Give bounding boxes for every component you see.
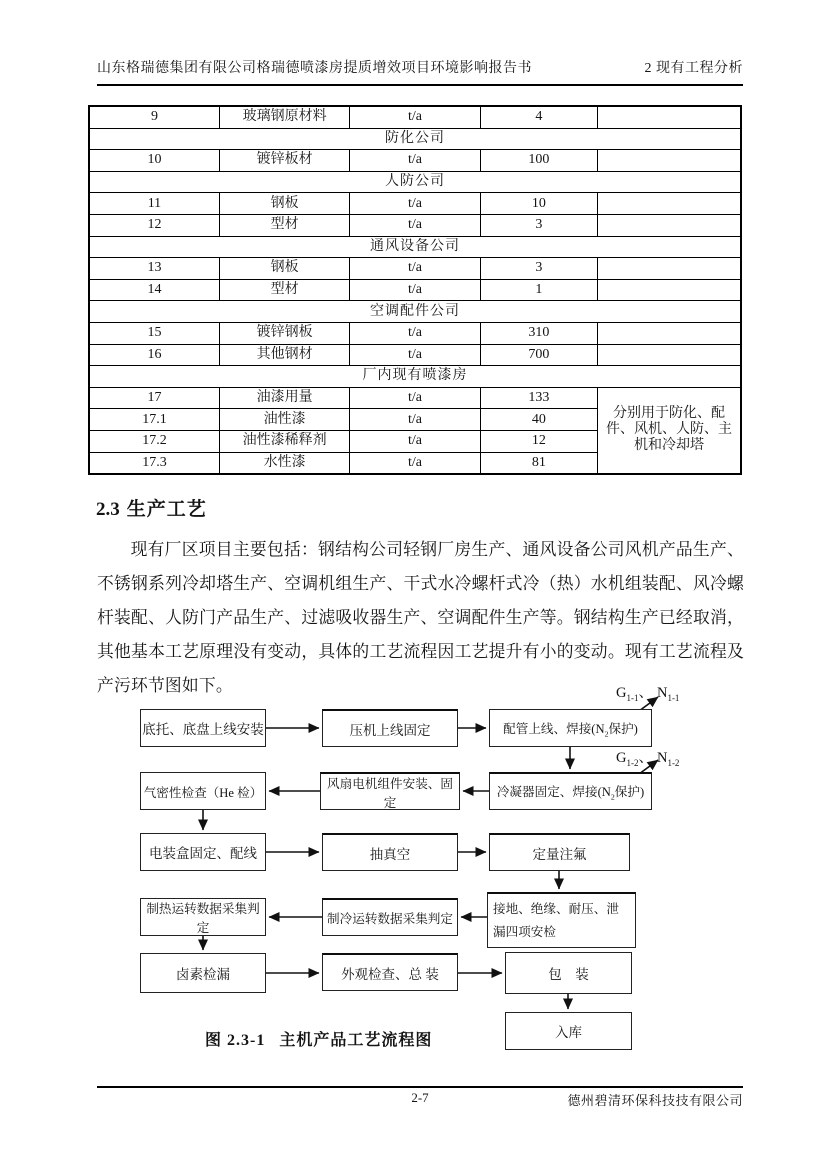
cell-unit: t/a [350, 409, 480, 431]
group-label-cell: 空调配件公司 [89, 301, 741, 323]
cell-note [598, 344, 741, 366]
flow-node-condenser-welding: 冷凝器固定、焊接($N_2$保护) [489, 772, 652, 810]
cell-qty: 1 [480, 279, 597, 301]
cell-name: 镀锌板材 [219, 150, 349, 172]
flow-node-vacuum: 抽真空 [322, 833, 458, 871]
footer-company: 德州碧清环保科技技有限公司 [567, 1093, 743, 1108]
cell-note [598, 258, 741, 280]
flow-node-base-install: 底托、底盘上线安装 [140, 709, 266, 747]
cell-name: 型材 [219, 279, 349, 301]
cell-no: 15 [89, 322, 219, 344]
table-row [89, 322, 741, 344]
cell-no: 17.3 [89, 452, 219, 474]
cell-name: 其他钢材 [219, 344, 349, 366]
table-group-row [89, 128, 741, 150]
cell-no: 10 [89, 150, 219, 172]
materials-table-body [89, 106, 741, 474]
flow-node-refrigerant-charging: 定量注氟 [489, 833, 630, 871]
cell-qty: 133 [480, 387, 597, 409]
page-header [97, 57, 743, 77]
cell-unit: t/a [350, 258, 480, 280]
cell-name: 油性漆 [219, 409, 349, 431]
cell-no: 16 [89, 344, 219, 366]
cell-unit: t/a [350, 452, 480, 474]
cell-name: 油性漆稀释剂 [219, 430, 349, 452]
header-report-title: 山东格瑞德集团有限公司格瑞德喷漆房提质增效项目环境影响报告书 [97, 61, 532, 76]
cell-qty: 3 [480, 258, 597, 280]
flow-node-electric-box-wiring: 电装盒固定、配线 [140, 833, 266, 871]
cell-no: 17.2 [89, 430, 219, 452]
flow-node-safety-check: 接地、绝缘、耐压、泄漏四项安检 [487, 892, 636, 948]
flow-node-airtight-check: 气密性检查（He 检） [140, 772, 266, 810]
cell-no: 13 [89, 258, 219, 280]
table-group-row [89, 301, 741, 323]
cell-name: 水性漆 [219, 452, 349, 474]
cell-unit: t/a [350, 106, 480, 128]
section-heading [96, 494, 207, 521]
cell-unit: t/a [350, 430, 480, 452]
flow-node-packing: 包 装 [505, 952, 632, 994]
page-number: 2-7 [411, 1090, 429, 1105]
cell-qty: 700 [480, 344, 597, 366]
emission-label-g1-2-n1-2: $G_{1-2}$、 $N_{1-2}$ [616, 750, 680, 768]
cell-name: 钢板 [219, 258, 349, 280]
cell-qty: 100 [480, 150, 597, 172]
table-group-row [89, 236, 741, 258]
table-row [89, 193, 741, 215]
cell-unit: t/a [350, 387, 480, 409]
cell-qty: 4 [480, 106, 597, 128]
cell-qty: 12 [480, 430, 597, 452]
cell-name: 钢板 [219, 193, 349, 215]
cell-note [598, 279, 741, 301]
flow-node-cooling-test: 制冷运转数据采集判定 [322, 898, 458, 936]
body-paragraph: 现有厂区项目主要包括：钢结构公司轻钢厂房生产、通风设备公司风机产品生产、不锈钢系列冷却塔生产、空调机组生产、干式水冷螺杆式冷（热）水机组装配、风冷螺杆装配、人防门产品生产、过滤吸收器生产、空调配件生产等。钢结构生产已经取消，其他基本工艺原理没有变动，具体的工艺流程因工艺提升有小的变动。现有工艺流程及产污环节图如下。 [97, 540, 744, 695]
cell-no: 17 [89, 387, 219, 409]
cell-note [598, 193, 741, 215]
cell-qty: 81 [480, 452, 597, 474]
group-label-cell: 厂内现有喷漆房 [89, 366, 741, 388]
table-group-row [89, 171, 741, 193]
cell-qty: 3 [480, 214, 597, 236]
table-group-row [89, 366, 741, 388]
cell-name: 玻璃钢原材料 [219, 106, 349, 128]
footer-rule [97, 1086, 743, 1088]
cell-qty: 10 [480, 193, 597, 215]
cell-no: 11 [89, 193, 219, 215]
flow-node-piping-welding: 配管上线、焊接($N_2$保护) [489, 709, 652, 747]
group-label-cell: 通风设备公司 [89, 236, 741, 258]
cell-name: 镀锌钢板 [219, 322, 349, 344]
figure-title: 主机产品工艺流程图 [279, 1032, 433, 1049]
flow-node-halogen-leak-check: 卤素检漏 [140, 953, 266, 993]
flow-node-fan-motor-install: 风扇电机组件安装、固定 [320, 772, 460, 810]
header-chapter-label: 2 现有工程分析 [644, 61, 743, 76]
cell-no: 9 [89, 106, 219, 128]
materials-table [88, 105, 742, 475]
cell-unit: t/a [350, 279, 480, 301]
header-rule [97, 84, 743, 86]
flow-node-appearance-assembly: 外观检查、总 装 [322, 953, 458, 991]
figure-number: 图 2.3-1 [205, 1032, 266, 1049]
cell-note [598, 214, 741, 236]
emission-label-g1-1-n1-1: $G_{1-1}$、 $N_{1-1}$ [616, 685, 680, 703]
cell-name: 型材 [219, 214, 349, 236]
cell-qty: 310 [480, 322, 597, 344]
table-row [89, 258, 741, 280]
cell-unit: t/a [350, 214, 480, 236]
table-row [89, 150, 741, 172]
flow-node-warehousing: 入库 [505, 1012, 632, 1050]
cell-unit: t/a [350, 344, 480, 366]
flow-node-compressor-fixing: 压机上线固定 [322, 709, 458, 747]
cell-unit: t/a [350, 322, 480, 344]
page-footer [97, 1090, 743, 1108]
cell-note [598, 322, 741, 344]
section-title: 生产工艺 [126, 499, 207, 520]
table-row [89, 106, 741, 128]
table-row [89, 279, 741, 301]
table-row [89, 214, 741, 236]
cell-unit: t/a [350, 193, 480, 215]
cell-no: 14 [89, 279, 219, 301]
cell-note: 分别用于防化、配件、风机、人防、主机和冷却塔 [598, 387, 741, 474]
group-label-cell: 防化公司 [89, 128, 741, 150]
table-row [89, 387, 741, 409]
cell-no: 17.1 [89, 409, 219, 431]
section-number: 2.3 [96, 499, 120, 520]
cell-no: 12 [89, 214, 219, 236]
table-row [89, 344, 741, 366]
group-label-cell: 人防公司 [89, 171, 741, 193]
cell-note [598, 106, 741, 128]
flow-node-heating-test: 制热运转数据采集判定 [140, 898, 266, 936]
cell-note [598, 150, 741, 172]
figure-caption [205, 1027, 432, 1050]
cell-unit: t/a [350, 150, 480, 172]
cell-name: 油漆用量 [219, 387, 349, 409]
cell-qty: 40 [480, 409, 597, 431]
